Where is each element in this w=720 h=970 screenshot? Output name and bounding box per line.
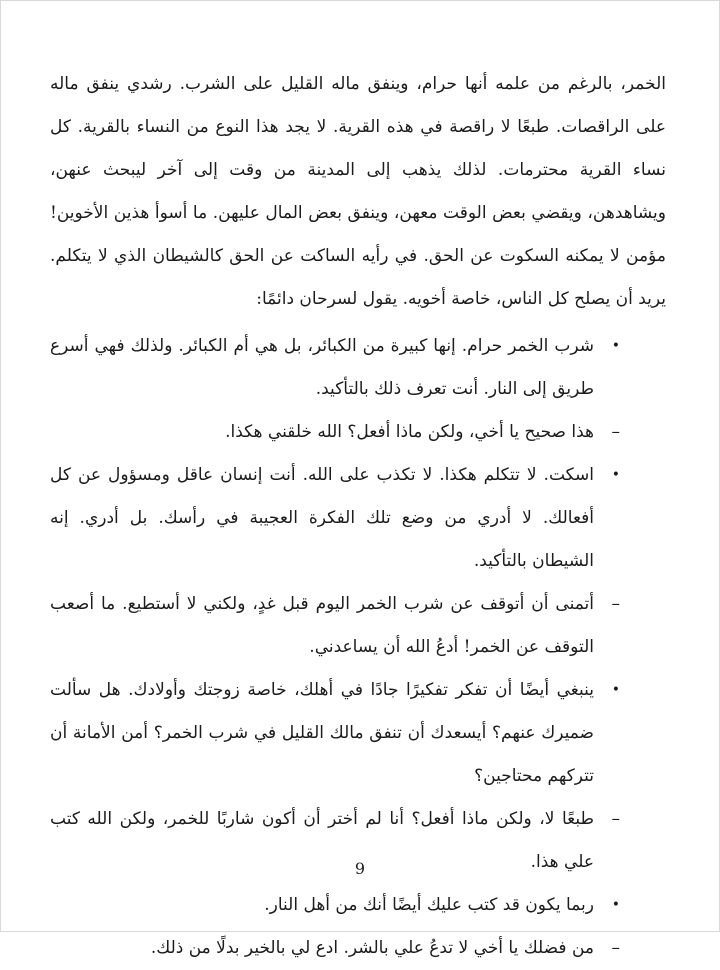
bullet-marker: • xyxy=(611,897,620,913)
dash-marker: – xyxy=(611,938,620,958)
list-item-text: ربما يكون قد كتب عليك أيضًا أنك من أهل النار. xyxy=(264,895,594,915)
list-item-text: أتمنى أن أتوقف عن شرب الخمر اليوم قبل غدٍ، ولكني لا أستطيع. ما أصعب التوقف عن الخمر! أدعُ الله أن يساعدني. xyxy=(50,594,594,657)
dash-marker: – xyxy=(611,594,620,614)
bullet-marker: • xyxy=(611,338,620,354)
page-number: 9 xyxy=(354,859,366,878)
bullet-marker: • xyxy=(611,682,620,698)
list-item xyxy=(50,454,666,583)
list-item xyxy=(50,669,666,798)
list-item-text: من فضلك يا أخي لا تدعُ علي بالشر. ادع لي بالخير بدلًا من ذلك. xyxy=(150,938,594,958)
dash-marker: – xyxy=(611,422,620,442)
list-item xyxy=(50,325,666,411)
list-item-text: هذا صحيح يا أخي، ولكن ماذا أفعل؟ الله خلقني هكذا. xyxy=(225,422,594,442)
dash-marker: – xyxy=(611,809,620,829)
list-item-text: ينبغي أيضًا أن تفكر تفكيرًا جادًا في أهلك، خاصة زوجتك وأولادك. هل سألت ضميرك عنهم؟ أيسعدك أن تنفق مالك القليل في شرب الخمر؟ أمن الأمانة أن تتركهم محتاجين؟ xyxy=(50,680,594,786)
list-item-text: طبعًا لا، ولكن ماذا أفعل؟ أنا لم أختر أن أكون شاربًا للخمر، ولكن الله كتب علي هذا. xyxy=(50,809,594,872)
list-item xyxy=(50,884,666,927)
list-item xyxy=(50,583,666,669)
list-item xyxy=(50,927,666,970)
list-item-text: اسكت. لا تتكلم هكذا. لا تكذب على الله. أنت إنسان عاقل ومسؤول عن كل أفعالك. لا أدري من وضع تلك الفكرة العجيبة في رأسك. بل أدري. إنه الشيطان بالتأكيد. xyxy=(50,465,594,571)
bullet-marker: • xyxy=(611,467,620,483)
body-paragraph: الخمر، بالرغم من علمه أنها حرام، وينفق ماله القليل على الشرب. رشدي ينفق ماله على الراقصات. طبعًا لا راقصة في هذه القرية. لا يجد هذا النوع من النساء بالقرية. كل نساء القرية محترمات. لذلك يذهب إلى المدينة من وقت إلى آخر ليبحث عنهن، ويشاهدهن، ويقضي بعض الوقت معهن، وينفق بعض المال عليهن. ما أسوأ هذين الأخوين! مؤمن لا يمكنه السكوت عن الحق. في رأيه الساكت عن الحق كالشيطان الذي لا يتكلم. يريد أن يصلح كل الناس، خاصة أخويه. يقول لسرحان دائمًا: xyxy=(50,74,666,309)
list-item xyxy=(50,411,666,454)
list-item-text: شرب الخمر حرام. إنها كبيرة من الكبائر، بل هي أم الكبائر. ولذلك فهي أسرع طريق إلى النار. أنت تعرف ذلك بالتأكيد. xyxy=(50,336,594,399)
